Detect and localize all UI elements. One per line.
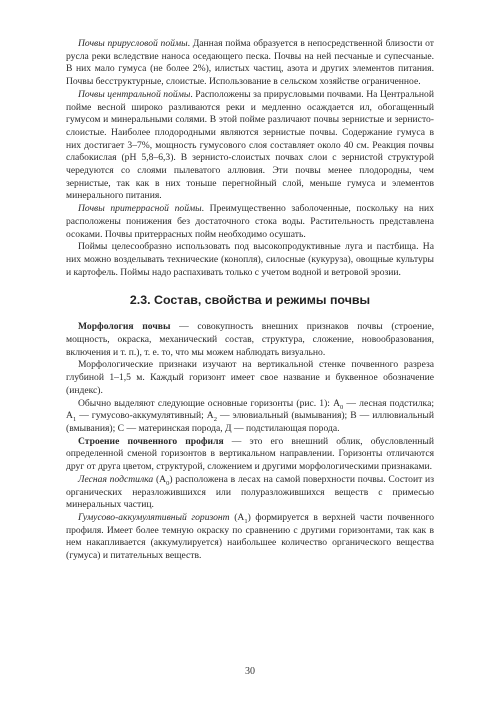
term-terrace: Почвы притеррасной поймы bbox=[78, 203, 202, 215]
term-central: Почвы центральной поймы bbox=[78, 88, 191, 100]
text-horizons-d: — элювиальный (вымывания); В — иллювиальный (вмывания); С — материнская порода, Д — подстилающая порода. bbox=[66, 410, 434, 434]
paragraph-profile-structure bbox=[66, 436, 434, 474]
subscript-a2: 2 bbox=[213, 416, 217, 424]
paragraph-morphology bbox=[66, 321, 434, 359]
subscript-a1: 1 bbox=[72, 416, 77, 424]
paragraph-riverbank-floodplain bbox=[66, 38, 434, 89]
term-forest-litter: Лесная подстилка bbox=[78, 473, 154, 485]
text-terrace: . Преимущественно заболоченные, поскольку на них расположены понижения без достаточного стока воды. Растительность представлена осоками. Почвы притеррасных пойм необходимо осушать. bbox=[66, 203, 434, 240]
term-morphology: Морфология почвы bbox=[78, 321, 171, 333]
text-forest-litter-a: (А bbox=[153, 473, 167, 485]
paragraph-humus-horizon bbox=[66, 512, 434, 563]
text-features: Морфологические признаки изучают на вертикальной стенке почвенного разреза глубиной 1–1,5 м. Каждый горизонт имеет свое название и буквенное обозначение (индекс). bbox=[66, 359, 434, 396]
term-profile-structure: Строение почвенного профиля bbox=[78, 435, 224, 447]
paragraph-floodplain-use bbox=[66, 241, 434, 279]
subscript-litter: 0 bbox=[166, 479, 170, 487]
text-morphology: — совокупность внешних признаков почвы (строение, мощность, окраска, механический состав, структура, сложение, новообразования, включения и т. п.), т. е. то, что мы можем наблюдать визуально. bbox=[66, 321, 434, 358]
text-humus-horizon-a: (А bbox=[229, 511, 245, 523]
subscript-humus: 1 bbox=[244, 517, 248, 525]
section-heading: 2.3. Состав, свойства и режимы почвы bbox=[129, 293, 371, 308]
text-horizons-a: Обычно выделяют следующие основные горизонты (рис. 1): А bbox=[78, 397, 341, 409]
paragraph-horizons bbox=[66, 398, 434, 436]
page-body bbox=[66, 38, 434, 563]
text-humus-horizon-b: ) формируется в верхней части почвенного профиля. Имеет более темную окраску по сравнению с другими горизонтами, так как в нем накапливается (аккумулируется) наибольшее количество органического вещества (гумуса) и питательных веществ. bbox=[66, 511, 434, 562]
paragraph-central-floodplain bbox=[66, 89, 434, 203]
term-riverbank: Почвы прирусловой поймы bbox=[78, 38, 188, 49]
term-humus-horizon: Гумусово-аккумулятивный горизонт bbox=[78, 511, 230, 523]
text-riverbank: . Данная пойма образуется в непосредственной близости от русла реки вследствие наноса оседающего песка. Почвы на ней песчаные и супесчаные. В них мало гумуса (не более 2%), илистых частиц, азота и других элементов питания. Почвы бесструктурные, слоистые. Использование в сельском хозяйстве ограниченное. bbox=[66, 38, 434, 88]
paragraph-terrace-floodplain bbox=[66, 203, 434, 241]
page-number: 30 bbox=[245, 666, 255, 677]
subscript-a0: 0 bbox=[340, 403, 344, 411]
paragraph-morphological-features bbox=[66, 359, 434, 397]
text-profile-structure: — это его внешний облик, обусловленный определенной сменой горизонтов в вертикальном направлении. Горизонты отличаются друг от друга цветом, структурой, сложением и другими морфологическими признаками. bbox=[66, 435, 434, 473]
text-horizons-b: — лесная подстилка; А bbox=[66, 397, 434, 422]
text-horizons-c: — гумусово-аккумулятивный; А bbox=[76, 410, 214, 422]
text-floodplain-use: Поймы целесообразно использовать под высокопродуктивные луга и пастбища. На них можно возделывать технические (конопля), силосные (кукуруза), овощные культуры и картофель. Поймы надо распахивать только с учетом водной и ветровой эрозии. bbox=[66, 241, 434, 278]
paragraph-forest-litter bbox=[66, 474, 434, 512]
text-central: . Расположены за прирусловыми почвами. На Центральной пойме весной широко разливаются реки и медленно осаждается ил, обогащенный гумусом и минеральными солями. В этой пойме различают почвы зернистые и зернисто-слоистые. Наиболее плодородными являются зернистые почвы. Содержание гумуса в них достигает 3–7%, мощность гумусового слоя составляет около 40 см. Реакция почвы слабокислая (pH 5,8–6,3). В зернисто-слоистых почвах слои с зернистой структурой чередуются со слоями пылеватого аллювия. Эти почвы менее плодородны, чем зернистые, так как в них тоньше перегнойный слой, меньше гумуса и элементов минерального питания. bbox=[66, 88, 434, 202]
text-forest-litter-b: ) расположена в лесах на самой поверхности почвы. Состоит из органических неразложившихся или полуразложившихся веществ с примесью минеральных частиц. bbox=[66, 473, 434, 511]
